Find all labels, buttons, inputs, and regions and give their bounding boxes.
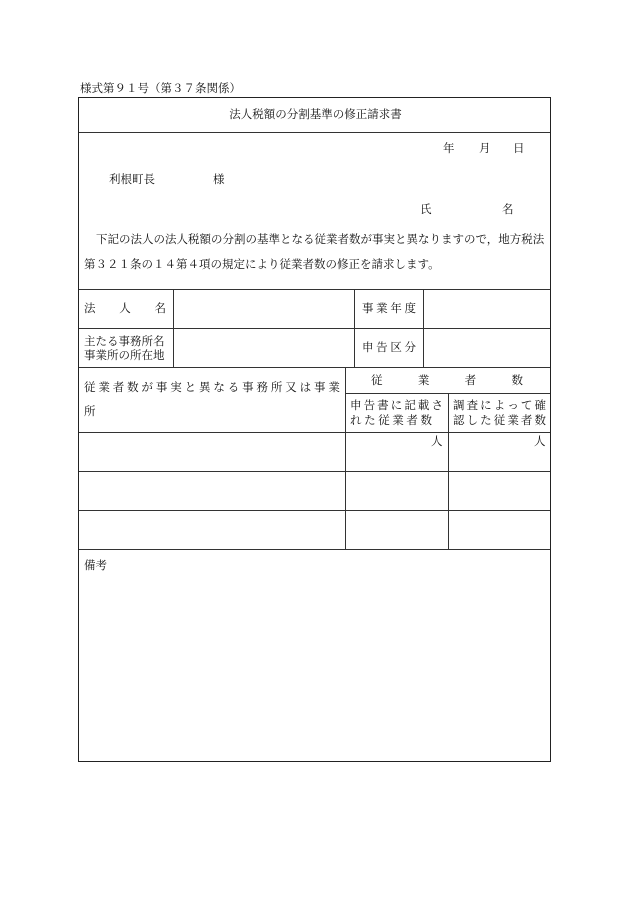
body-line-1: 下記の法人の法人税額の分割の基準となる従業者数が事実と異なりますので，地方税法 xyxy=(96,232,545,246)
date-year: 年 xyxy=(443,141,455,155)
reported-header-line-1: 申 告 書 に 記 載 さ xyxy=(350,398,443,412)
office-cell-row-3[interactable] xyxy=(80,511,344,548)
office-label-line-1: 主たる事務所名 xyxy=(84,334,165,348)
form-title: 法人税額の分割基準の修正請求書 xyxy=(229,107,402,121)
applicant-shi: 氏 xyxy=(420,202,432,216)
office-cell-row-1[interactable] xyxy=(80,433,344,470)
corp-name-value[interactable] xyxy=(175,290,352,327)
investigated-header-line-1: 調 査 に よ っ て 確 xyxy=(453,398,546,412)
date-month: 月 xyxy=(479,141,491,155)
reported-cell-row-2[interactable] xyxy=(347,472,447,509)
reported-cell-row-3[interactable] xyxy=(347,511,447,548)
unit-label-reported: 人 xyxy=(431,434,443,448)
office-cell-row-2[interactable] xyxy=(80,472,344,509)
date-day: 日 xyxy=(513,141,525,155)
addressee-name: 利根町長 xyxy=(109,172,155,186)
discrepancy-label-line-2: 所 xyxy=(84,404,96,418)
investigated-header-line-2: 認 し た 従 業 者 数 xyxy=(453,413,546,427)
divider xyxy=(354,289,355,367)
form-frame xyxy=(78,97,551,762)
investigated-cell-row-2[interactable] xyxy=(450,472,549,509)
applicant-mei: 名 xyxy=(502,202,514,216)
office-label-line-2: 事業所の所在地 xyxy=(84,348,165,362)
unit-label-investigated: 人 xyxy=(534,434,546,448)
investigated-cell-row-3[interactable] xyxy=(450,511,549,548)
body-line-2: 第３２１条の１４第４項の規定により従業者数の修正を請求します。 xyxy=(84,257,440,271)
filing-type-label: 申 告 区 分 xyxy=(362,340,416,354)
divider xyxy=(345,367,346,549)
divider xyxy=(448,393,449,549)
form-number: 様式第９１号（第３７条関係） xyxy=(80,81,241,95)
remarks-area[interactable] xyxy=(80,550,549,760)
discrepancy-label-line-1: 従 業 者 数 が 事 実 と 異 な る 事 務 所 又 は 事 業 xyxy=(84,380,340,394)
divider xyxy=(79,132,550,133)
office-value[interactable] xyxy=(175,329,352,366)
fiscal-year-label: 事 業 年 度 xyxy=(362,301,416,315)
divider xyxy=(173,289,174,367)
filing-type-value[interactable] xyxy=(425,329,549,366)
addressee-honorific: 様 xyxy=(213,172,225,186)
corp-name-label: 法 人 名 xyxy=(84,301,166,315)
fiscal-year-value[interactable] xyxy=(425,290,549,327)
divider xyxy=(79,367,550,368)
remarks-label: 備考 xyxy=(84,558,107,572)
reported-header-line-2: れ た 従 業 者 数 xyxy=(350,413,432,427)
divider xyxy=(423,289,424,367)
employees-header: 従 業 者 数 xyxy=(371,373,523,387)
